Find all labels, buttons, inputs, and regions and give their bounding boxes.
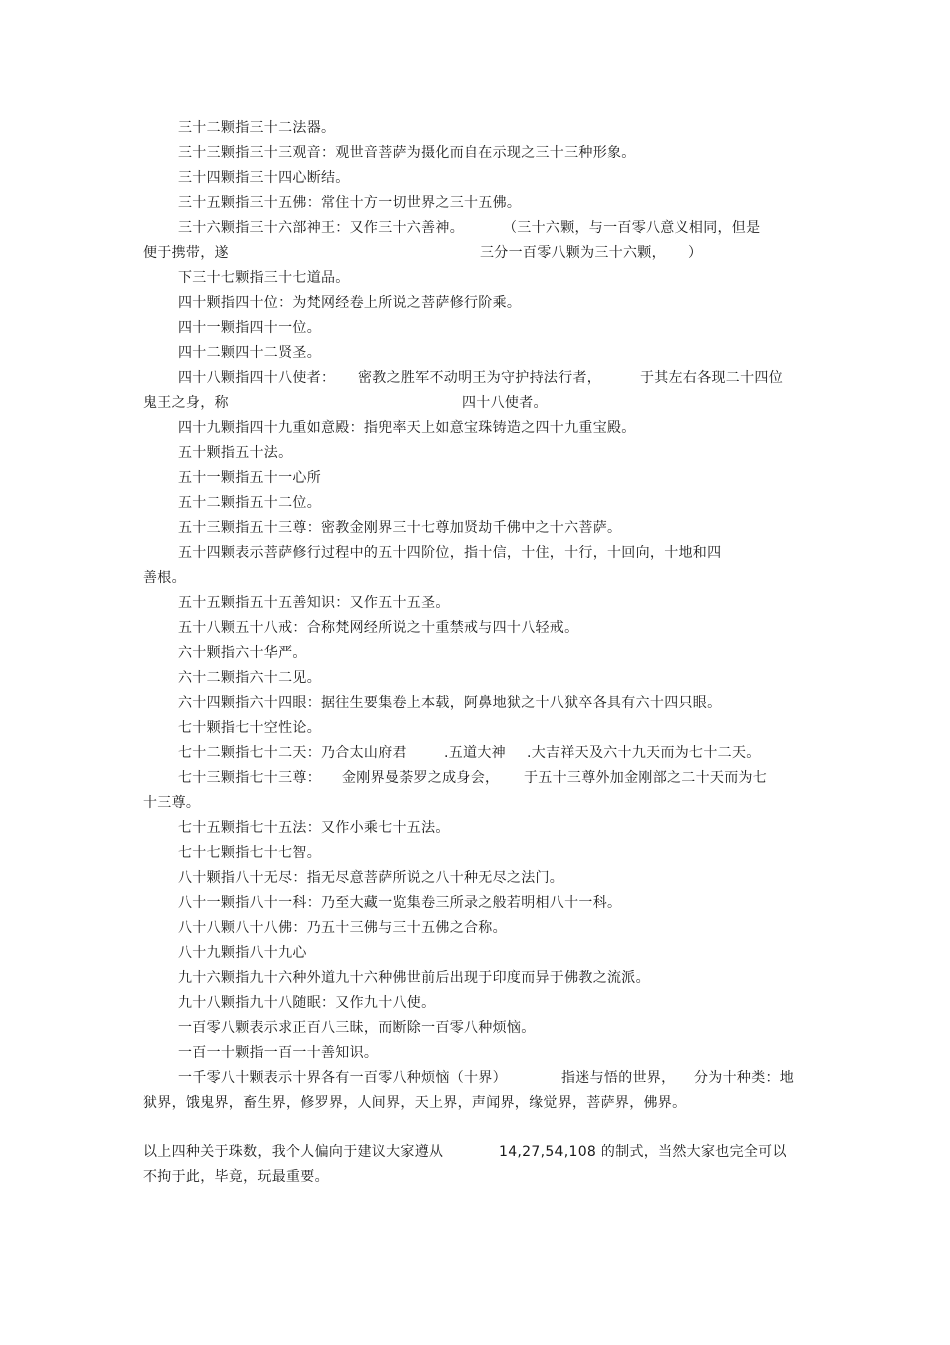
text-line: 九十六颗指九十六种外道九十六种佛世前后出现于印度而异于佛教之流派。 [178, 970, 650, 986]
text-line: 三十四颗指三十四心断结。 [178, 170, 350, 186]
text-line: 六十颗指六十华严。 [178, 645, 307, 661]
text-line: 十三尊。 [143, 795, 201, 811]
text-segment: 14,27,54,108 的制式，当然大家也完全可以 [499, 1144, 787, 1160]
text-segment: 鬼王之身，称 [143, 395, 229, 411]
text-line: 狱界，饿鬼界，畜生界，修罗界，人间界，天上界，声闻界，缘觉界，菩萨界，佛界。 [143, 1095, 687, 1111]
text-line: 七十颗指七十空性论。 [178, 720, 321, 736]
text-line: 八十一颗指八十一科：乃至大藏一览集卷三所录之般若明相八十一科。 [178, 895, 622, 911]
text-segment: 指迷与悟的世界， [561, 1070, 676, 1086]
text-segment: 于五十三尊外加金刚部之二十天而为七 [524, 770, 768, 786]
text-line: 三十三颗指三十三观音：观世音菩萨为摄化而自在示现之三十三种形象。 [178, 145, 636, 161]
text-line: 八十九颗指八十九心 [178, 945, 307, 961]
text-segment: 于其左右各现二十四位 [640, 370, 783, 386]
text-line: 五十八颗五十八戒：合称梵网经所说之十重禁戒与四十八轻戒。 [178, 620, 579, 636]
text-line: 八十颗指八十无尽：指无尽意菩萨所说之八十种无尽之法门。 [178, 870, 565, 886]
text-line: 四十九颗指四十九重如意殿：指兜率天上如意宝珠铸造之四十九重宝殿。 [178, 420, 636, 436]
text-line: 五十四颗表示菩萨修行过程中的五十四阶位，指十信，十住，十行，十回向，十地和四 [178, 545, 722, 561]
text-line: 五十三颗指五十三尊：密教金刚界三十七尊加贤劫千佛中之十六菩萨。 [178, 520, 622, 536]
text-segment: 四十八使者。 [462, 395, 548, 411]
text-line: 一百一十颗指一百一十善知识。 [178, 1045, 379, 1061]
text-line: 五十一颗指五十一心所 [178, 470, 321, 486]
text-line: 不拘于此，毕竟，玩最重要。 [143, 1169, 329, 1185]
text-line: 七十五颗指七十五法：又作小乘七十五法。 [178, 820, 450, 836]
text-segment: ） [688, 245, 703, 261]
text-line: 五十颗指五十法。 [178, 445, 293, 461]
text-segment: .五道大神 [444, 745, 506, 761]
text-line: 三十二颗指三十二法器。 [178, 120, 336, 136]
text-line: 九十八颗指九十八随眠：又作九十八使。 [178, 995, 436, 1011]
text-line: 六十四颗指六十四眼：据往生要集卷上本载，阿鼻地狱之十八狱卒各具有六十四只眼。 [178, 695, 722, 711]
text-line: 四十一颗指四十一位。 [178, 320, 321, 336]
text-line: 五十五颗指五十五善知识：又作五十五圣。 [178, 595, 450, 611]
text-line: 三十六颗指三十六部神王：又作三十六善神。 [178, 220, 464, 236]
text-segment: 七十三颗指七十三尊： [178, 770, 321, 786]
text-segment: .大吉祥天及六十九天而为七十二天。 [527, 745, 761, 761]
text-line: 一百零八颗表示求正百八三昧，而断除一百零八种烦恼。 [178, 1020, 536, 1036]
text-line: 三十五颗指三十五佛：常住十方一切世界之三十五佛。 [178, 195, 522, 211]
text-line: 下三十七颗指三十七道品。 [178, 270, 350, 286]
text-line: 四十颗指四十位：为梵网经卷上所说之菩萨修行阶乘。 [178, 295, 522, 311]
text-line: 善根。 [143, 570, 186, 586]
text-line: 六十二颗指六十二见。 [178, 670, 321, 686]
text-segment: 四十八颗指四十八使者： [178, 370, 336, 386]
text-segment: 密教之胜军不动明王为守护持法行者， [358, 370, 602, 386]
text-segment: 以上四种关于珠数，我个人偏向于建议大家遵从 [143, 1144, 444, 1160]
text-segment: 便于携带，遂 [143, 245, 229, 261]
text-segment: 三分一百零八颗为三十六颗， [480, 245, 666, 261]
text-segment: 一千零八十颗表示十界各有一百零八种烦恼（十界） [178, 1070, 507, 1086]
text-segment: 七十二颗指七十二天：乃合太山府君 [178, 745, 407, 761]
text-segment: （三十六颗，与一百零八意义相同，但是 [503, 220, 761, 236]
text-segment: 金刚界曼荼罗之成身会， [342, 770, 500, 786]
text-line: 四十二颗四十二贤圣。 [178, 345, 321, 361]
text-line: 八十八颗八十八佛：乃五十三佛与三十五佛之合称。 [178, 920, 507, 936]
text-line: 五十二颗指五十二位。 [178, 495, 321, 511]
text-line: 七十七颗指七十七智。 [178, 845, 321, 861]
text-segment: 分为十种类：地 [694, 1070, 795, 1086]
